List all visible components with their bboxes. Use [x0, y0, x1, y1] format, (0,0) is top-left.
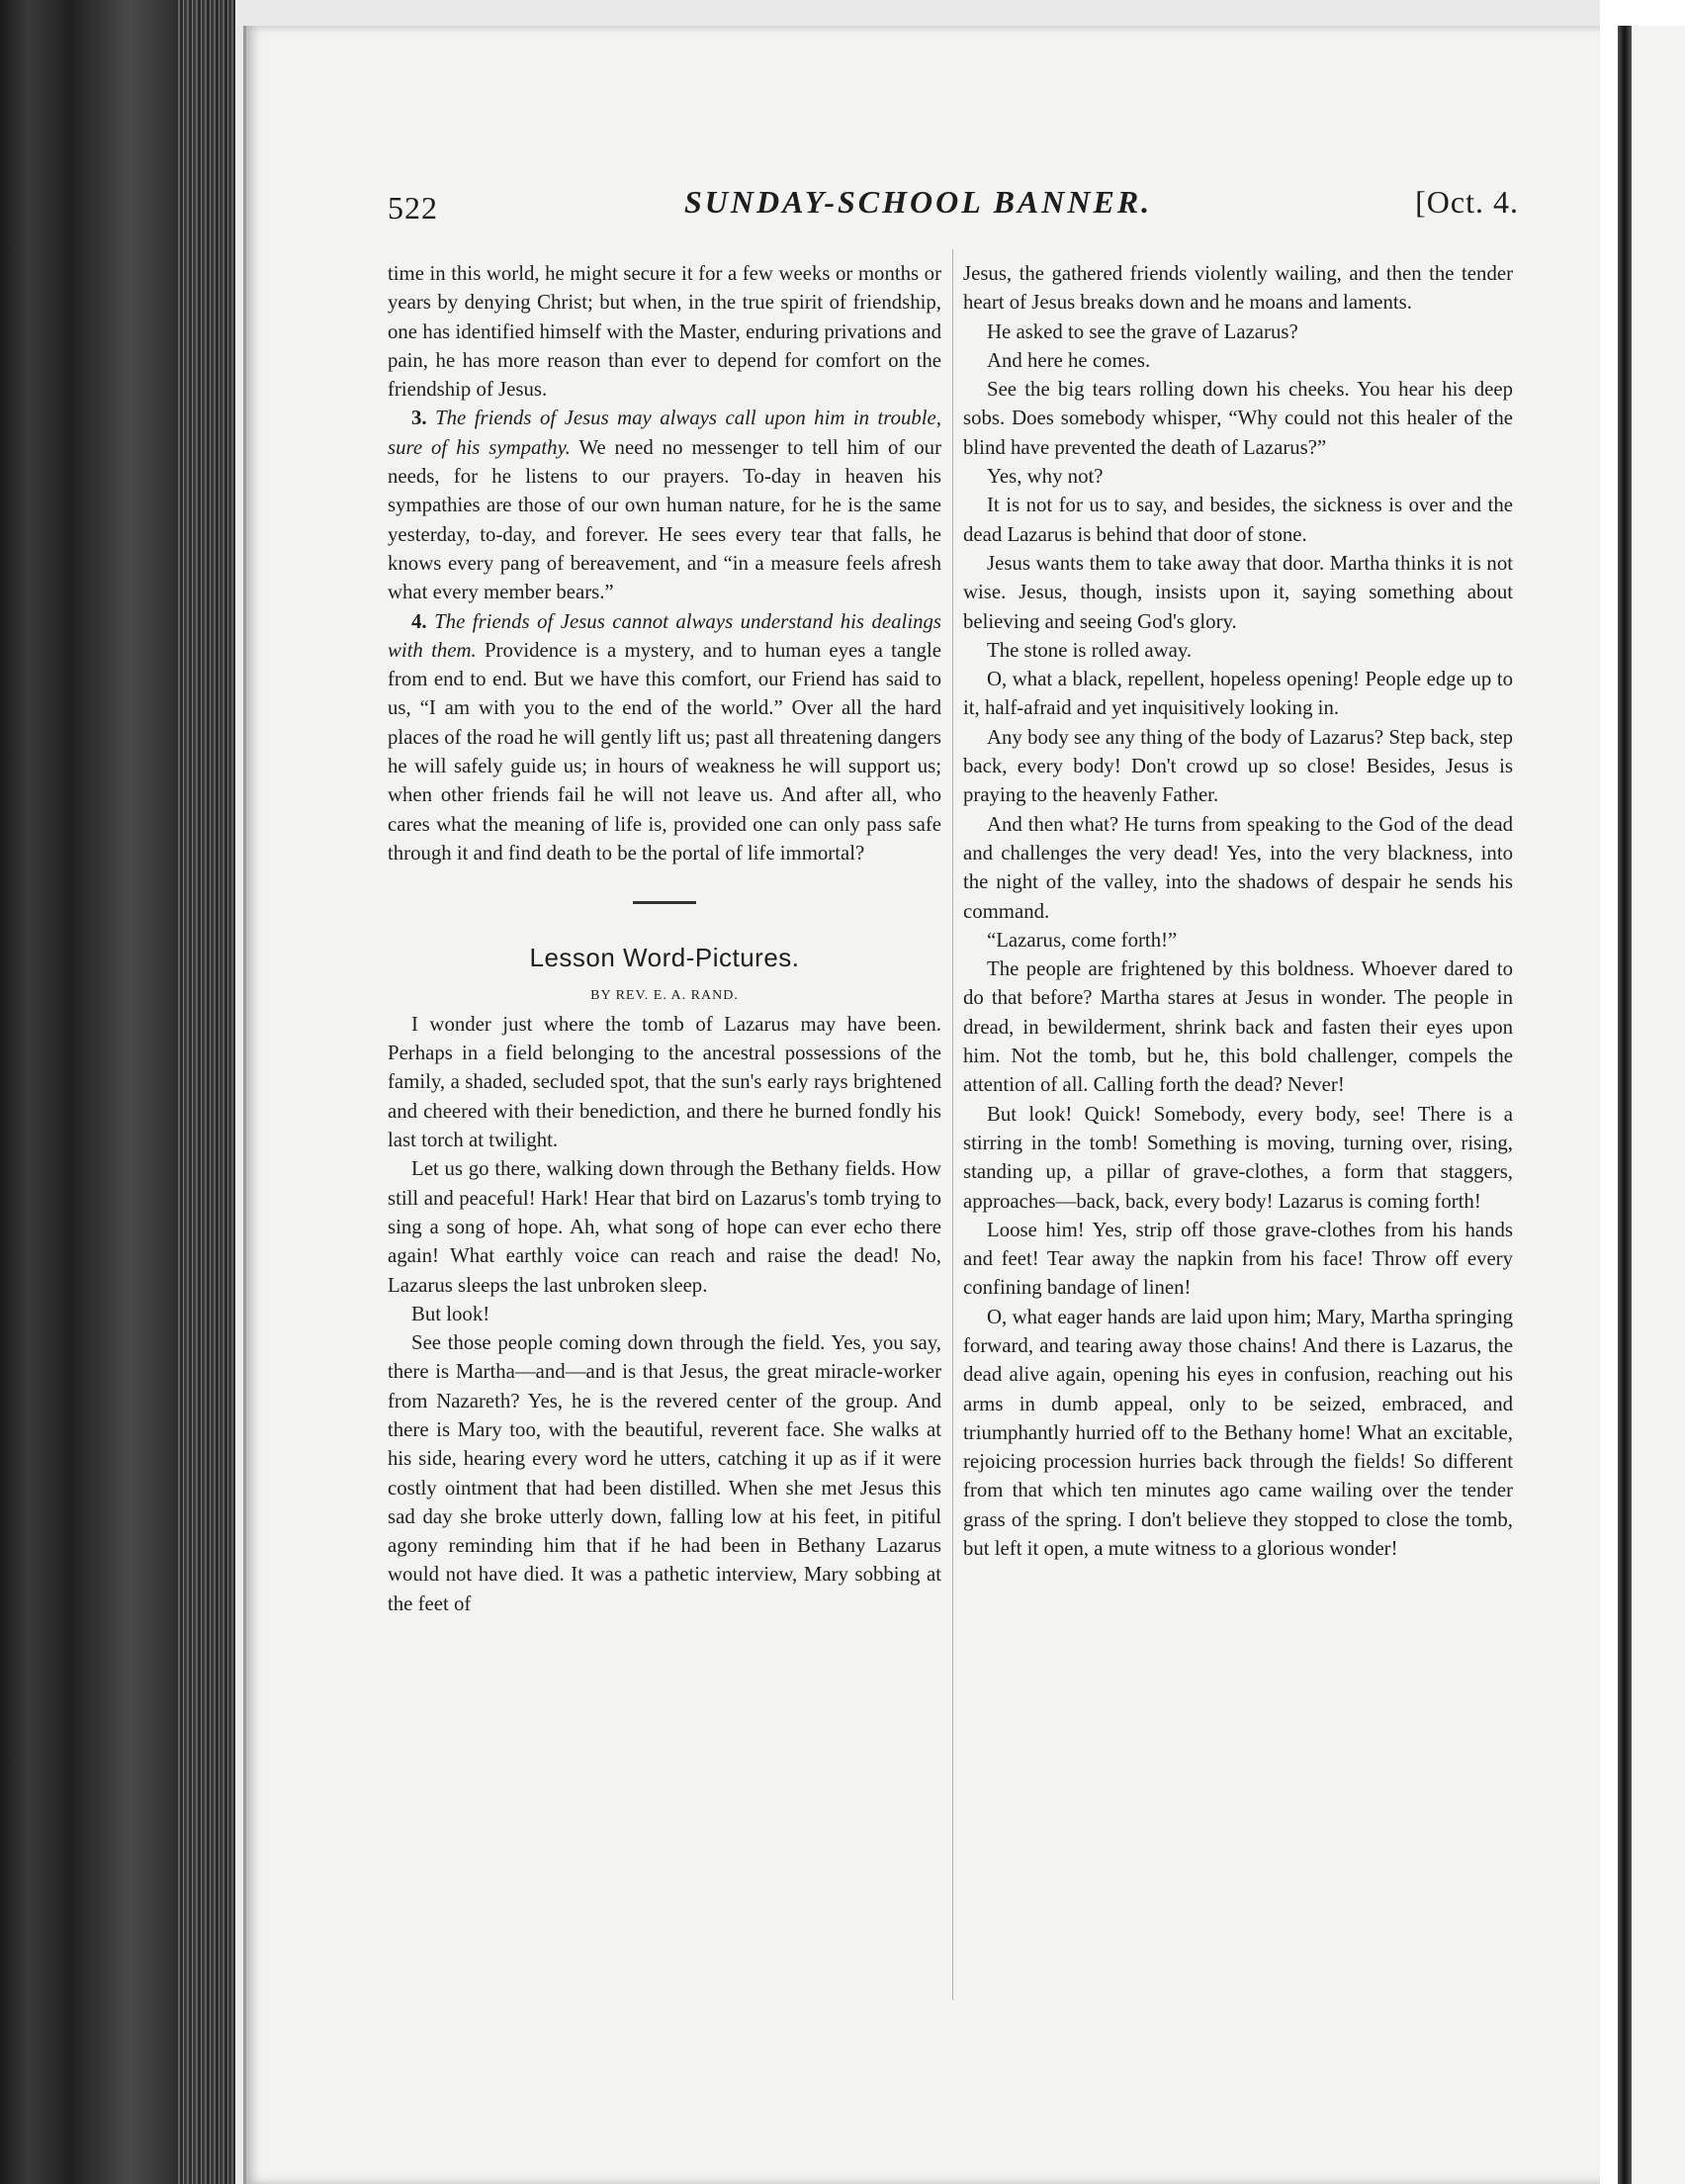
article-paragraph: O, what eager hands are laid upon him; Mary, Martha springing forward, and tearing away those chains! And there is Lazarus, the dead alive again, opening his eyes in confusion, reaching out his arms in dumb appeal, only to be seized, embraced, and triumphantly hurried off to the Bethany home! What an excitable, rejoicing procession hurries back through the fields! So different from that which ten minutes ago came wailing over the tender grass of the spring. I don't believe they stopped to close the tomb, but left it open, a mute witness to a glorious wonder!: [963, 1305, 1513, 1561]
journal-title: SUNDAY-SCHOOL BANNER.: [684, 184, 1153, 220]
article-paragraph: The people are frightened by this boldness. Whoever dared to do that before? Martha stares at Jesus in wonder. The people in dread, in bewilderment, shrink back and fasten their eyes upon him. Not the tomb, but he, this bold challenger, compels the attention of all. Calling forth the dead? Never!: [963, 957, 1513, 1097]
article-paragraph: O, what a black, repellent, hopeless opening! People edge up to it, half-afraid and yet inquisitively looking in.: [963, 668, 1513, 720]
article-paragraph: See the big tears rolling down his cheeks. You hear his deep sobs. Does somebody whisper, “Why could not this healer of the blind have prevented the death of Lazarus?”: [963, 378, 1513, 459]
article-paragraph: Any body see any thing of the body of Lazarus? Step back, step back, every body! Don't crowd up so close! Besides, Jesus is praying to the heavenly Father.: [963, 725, 1513, 807]
section-heading: Lesson Word-Pictures.: [529, 943, 800, 973]
article-paragraph: But look! Quick! Somebody, every body, see! There is a stirring in the tomb! Something is moving, turning over, rising, standing up, a pillar of grave-clothes, a form that staggers, approaches—back, back, every body! Lazarus is coming forth!: [963, 1102, 1513, 1213]
point-4: [388, 607, 941, 868]
facing-page-edge: [1600, 0, 1685, 2184]
article-paragraph: The stone is rolled away.: [987, 638, 1193, 662]
running-header: [388, 184, 1519, 233]
article-paragraph: Jesus wants them to take away that door. Martha thinks it is not wise. Jesus, though, insists upon it, saying something about believing and seeing God's glory.: [963, 551, 1513, 633]
byline: BY REV. E. A. RAND.: [590, 987, 739, 1003]
issue-date: [Oct. 4.: [1415, 184, 1519, 220]
article-paragraph: Yes, why not?: [987, 465, 1104, 489]
right-column: [963, 259, 1513, 1563]
page-stack-edge: [178, 0, 235, 2184]
article-paragraph: Loose him! Yes, strip off those grave-clothes from his hands and feet! Tear away the napkin from his face! Throw off every confining bandage of linen!: [963, 1218, 1513, 1300]
article-paragraph: See those people coming down through the field. Yes, you say, there is Martha—and—and is that Jesus, the great miracle-worker from Nazareth? Yes, he is the revered center of the group. And there is Mary too, with the beautiful, reverent face. She walks at his side, hearing every word he utters, catching it up as if it were costly ointment that had been distilled. When she met Jesus this sad day she broke utterly down, falling low at his feet, in pitiful agony reminding him that if he had been in Bethany Lazarus would not have died. It was a pathetic interview, Mary sobbing at the feet of: [388, 1331, 941, 1615]
page-number: 522: [388, 190, 438, 226]
paragraph-continued: time in this world, he might secure it for a few weeks or months or years by denying Christ; but when, in the true spirit of friendship, one has identified himself with the Master, enduring privations and pain, he has more reason than ever to depend for comfort on the friendship of Jesus.: [388, 262, 941, 402]
section-separator: [633, 901, 696, 904]
left-column: [388, 259, 941, 1618]
point-4-number: 4.: [411, 609, 427, 633]
point-3-heading: The friends of Jesus may always call upon him in trouble, sure of his sympathy.: [388, 407, 941, 459]
article-paragraph: Jesus, the gathered friends violently wailing, and then the tender heart of Jesus breaks down and he moans and laments.: [963, 262, 1513, 315]
article-paragraph: I wonder just where the tomb of Lazarus may have been. Perhaps in a field belonging to the ancestral possessions of the family, a shaded, secluded spot, that the sun's early rays brightened and cheered with their benediction, and there he burned fondly his last torch at twilight.: [388, 1012, 941, 1152]
facing-page-binding: [1618, 26, 1632, 2184]
article-paragraph: Let us go there, walking down through the Bethany fields. How still and peaceful! Hark! Hear that bird on Lazarus's tomb trying to sing a song of hope. Ah, what song of hope can ever echo there again! What earthly voice can reach and raise the dead! No, Lazarus sleeps the last unbroken sleep.: [388, 1157, 941, 1297]
column-rule: [952, 249, 953, 2000]
point-4-text: Providence is a mystery, and to human eyes a tangle from end to end. But we have this comfort, our Friend has said to us, “I am with you to the end of the world.” Over all the hard places of the road he will gently lift us; past all threatening dangers he will safely guide us; in hours of weakness he will support us; when other friends fail he will not leave us. And after all, who cares what the meaning of life is, provided one can only pass safe through it and find death to be the portal of life immortal?: [388, 638, 941, 864]
point-3-number: 3.: [411, 407, 427, 430]
facing-page-paper: [1632, 26, 1685, 2184]
article-paragraph: He asked to see the grave of Lazarus?: [987, 319, 1298, 343]
point-3-text: We need no messenger to tell him of our needs, for he listens to our prayers. To-day in heaven his sympathies are those of our own human nature, for he is the same yesterday, to-day, and forever. He sees every tear that falls, he knows every pang of bereavement, and “in a measure feels afresh what every member bears.”: [388, 435, 942, 604]
article-paragraph: It is not for us to say, and besides, the sickness is over and the dead Lazarus is behind that door of stone.: [963, 494, 1513, 546]
article-paragraph: “Lazarus, come forth!”: [987, 928, 1178, 952]
point-3: [388, 404, 941, 606]
article-paragraph: But look!: [411, 1302, 490, 1325]
article-paragraph: And then what? He turns from speaking to the God of the dead and challenges the very dead! Yes, into the very blackness, into the night of the valley, into the shadows of despair he sends his command.: [963, 812, 1513, 923]
point-4-heading: The friends of Jesus cannot always understand his dealings with them.: [388, 609, 941, 662]
article-paragraph: And here he comes.: [987, 348, 1151, 372]
